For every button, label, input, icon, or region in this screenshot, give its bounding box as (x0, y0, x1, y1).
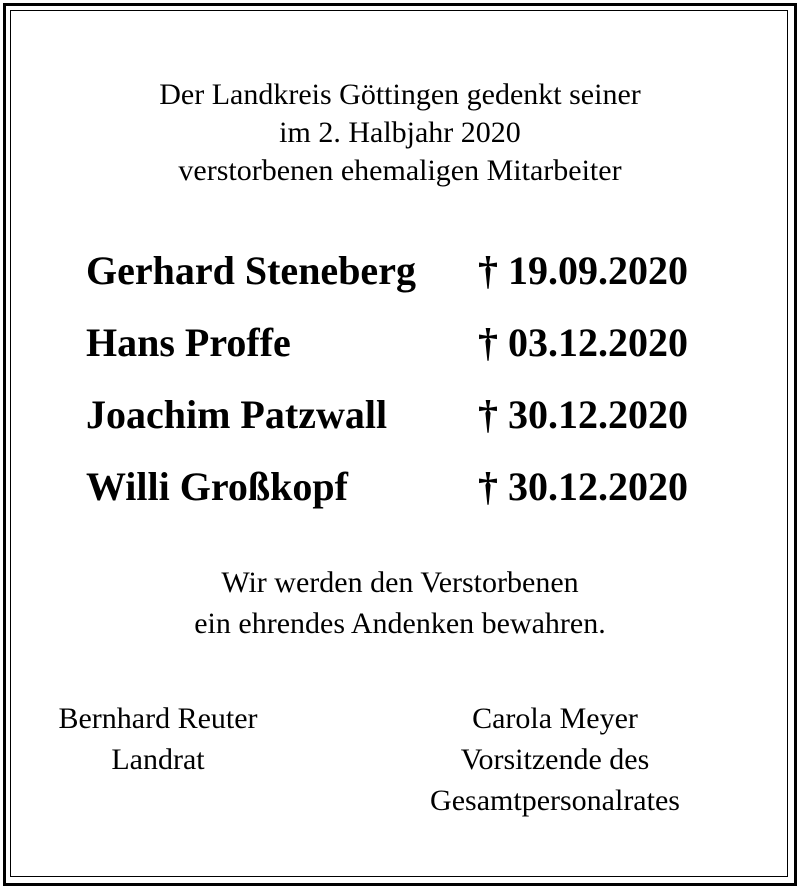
deceased-row (86, 458, 726, 530)
deceased-name: Gerhard Steneberg (86, 248, 416, 293)
deceased-name: Joachim Patzwall (86, 392, 388, 437)
closing-text (0, 562, 800, 644)
deceased-name: Hans Proffe (86, 320, 291, 365)
deceased-row (86, 314, 726, 386)
closing-line-2: ein ehrendes Andenken bewahren. (194, 607, 606, 640)
signatory-name: Bernhard Reuter (58, 702, 258, 735)
deceased-list (86, 242, 726, 530)
signatory-title-line-2: Gesamtpersonalrates (430, 784, 680, 817)
death-date: † 19.09.2020 (478, 248, 688, 293)
death-date: † 30.12.2020 (478, 392, 688, 437)
intro-text (0, 76, 800, 190)
death-date: † 30.12.2020 (478, 464, 688, 509)
deceased-name: Willi Großkopf (86, 464, 348, 509)
intro-line-2: im 2. Halbjahr 2020 (279, 116, 521, 149)
intro-line-3: verstorbenen ehemaligen Mitarbeiter (178, 154, 622, 187)
signatory-title-line-1: Vorsitzende des (460, 743, 650, 776)
closing-line-1: Wir werden den Verstorbenen (221, 566, 579, 599)
death-date: † 03.12.2020 (478, 320, 688, 365)
signatory-name: Carola Meyer (472, 702, 638, 735)
deceased-row (86, 242, 726, 314)
signatory-title: Landrat (111, 743, 205, 776)
signatory-right (400, 698, 710, 821)
signatory-left (30, 698, 286, 780)
deceased-row (86, 386, 726, 458)
intro-line-1: Der Landkreis Göttingen gedenkt seiner (159, 78, 641, 111)
